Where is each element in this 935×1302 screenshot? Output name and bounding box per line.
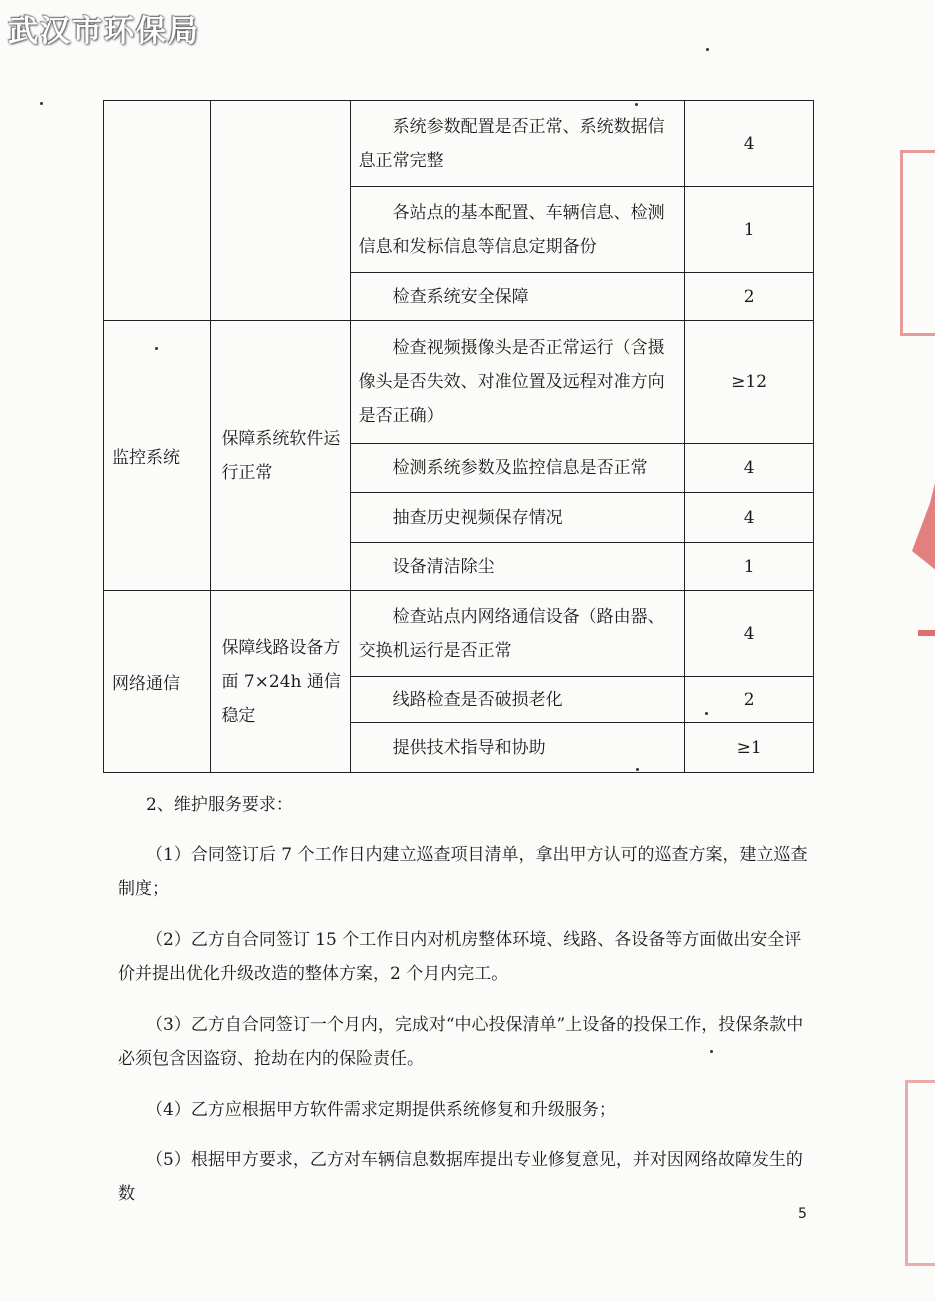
page-number: 5	[798, 1206, 807, 1222]
table-cell-requirement: 保障线路设备方 面 7×24h 通信稳定	[211, 591, 350, 773]
paragraph: （2）乙方自合同签订 15 个工作日内对机房整体环境、线路、各设备等方面做出安全评价并提出优化升级改造的整体方案，2 个月内完工。	[118, 930, 802, 984]
scan-speck	[40, 102, 43, 105]
table-cell-qty: ≥1	[685, 723, 814, 773]
item-text: 各站点的基本配置、车辆信息、检测信息和发标信息等信息定期备份	[358, 202, 665, 257]
table-cell-qty: 1	[685, 543, 814, 591]
scan-speck	[155, 347, 158, 350]
scan-speck	[635, 103, 638, 106]
seal-stamp-fragment	[912, 455, 935, 575]
table-cell-item	[350, 321, 685, 444]
item-text: 线路检查是否破损老化	[392, 689, 563, 710]
item-text: 检查系统安全保障	[392, 286, 529, 307]
table-cell-qty: ≥12	[685, 321, 814, 444]
paragraph: （1）合同签订后 7 个工作日内建立巡查项目清单，拿出甲方认可的巡查方案，建立巡查制度；	[118, 845, 808, 899]
item-text: 检查视频摄像头是否正常运行（含摄像头是否失效、对准位置及远程对准方向是否正确）	[358, 338, 665, 426]
scan-speck	[705, 712, 708, 715]
paragraph: （3）乙方自合同签订一个月内，完成对“中心投保清单”上设备的投保工作，投保条款中必须包含因盗窃、抢劫在内的保险责任。	[118, 1015, 804, 1069]
table-cell-qty: 4	[685, 101, 814, 187]
table-cell-qty: 4	[685, 591, 814, 677]
item-text: 提供技术指导和协助	[392, 737, 546, 758]
table-cell-item	[350, 493, 685, 543]
seal-stamp-fragment	[905, 1080, 935, 1266]
watermark: 武汉市环保局	[8, 14, 200, 49]
item-text: 设备清洁除尘	[392, 556, 495, 577]
table-cell-category	[104, 101, 211, 321]
table-cell-item	[350, 444, 685, 493]
table-cell-item	[350, 101, 685, 187]
table-cell-qty: 4	[685, 444, 814, 493]
item-text: 系统参数配置是否正常、系统数据信息正常完整	[358, 116, 665, 171]
table-cell-qty: 1	[685, 187, 814, 273]
table-cell-category: 监控系统	[104, 321, 211, 591]
table-cell-item	[350, 591, 685, 677]
table-cell-item	[350, 187, 685, 273]
item-text: 检测系统参数及监控信息是否正常	[392, 458, 648, 478]
scan-speck	[706, 48, 709, 51]
section-title: 2、维护服务要求：	[146, 795, 293, 815]
seal-stamp-fragment	[900, 150, 935, 336]
table-cell-item	[350, 273, 685, 321]
table-cell-requirement: 保障系统软件运行正常	[211, 321, 350, 591]
table-cell-item	[350, 543, 685, 591]
table-cell-category: 网络通信	[104, 591, 211, 773]
seal-stamp-fragment	[918, 630, 935, 636]
item-text: 抽查历史视频保存情况	[392, 507, 563, 528]
table-cell-item	[350, 723, 685, 773]
table-cell-item	[350, 677, 685, 723]
table-cell-qty: 4	[685, 493, 814, 543]
maintenance-table	[103, 100, 814, 773]
table-cell-qty: 2	[685, 273, 814, 321]
table-cell-requirement	[211, 101, 350, 321]
scan-speck	[636, 768, 639, 771]
paragraph: （5）根据甲方要求，乙方对车辆信息数据库提出专业修复意见，并对因网络故障发生的数	[118, 1150, 803, 1204]
table-cell-qty: 2	[685, 677, 814, 723]
item-text: 检查站点内网络通信设备（路由器、交换机运行是否正常	[358, 606, 665, 661]
paragraph: （4）乙方应根据甲方软件需求定期提供系统修复和升级服务；	[146, 1100, 616, 1120]
scan-speck	[710, 1050, 713, 1053]
